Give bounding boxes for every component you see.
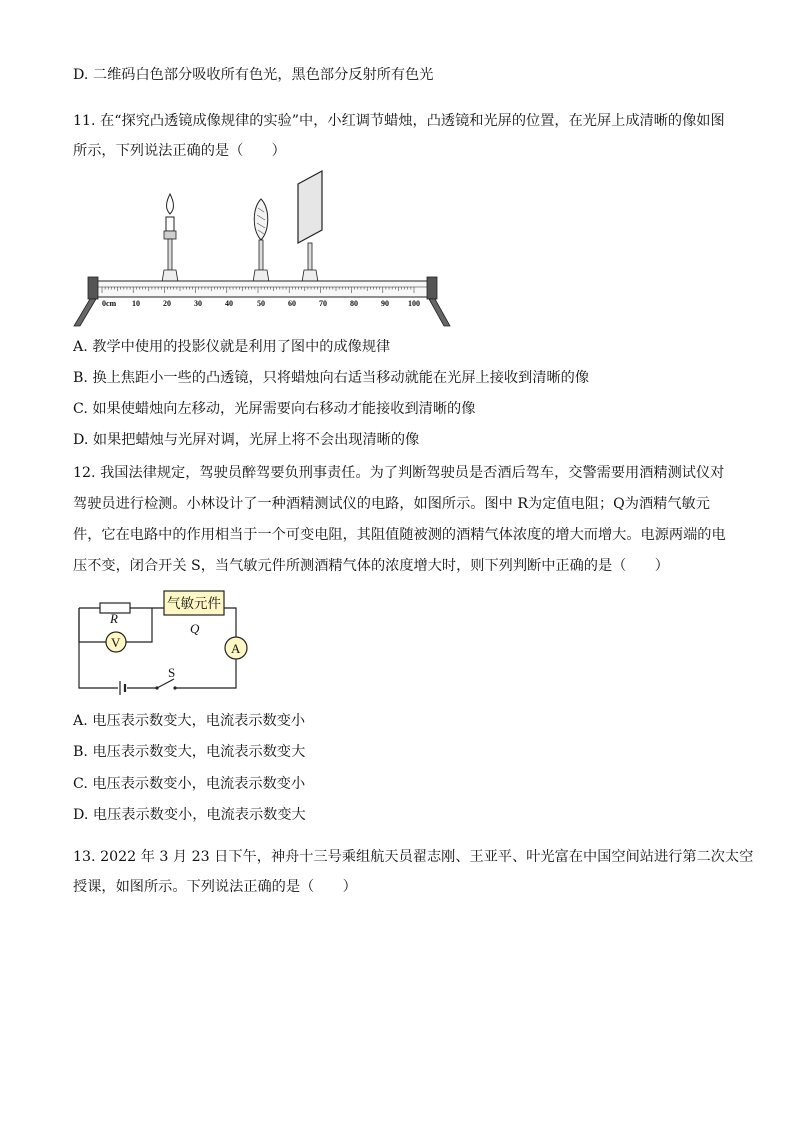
- q12-option-a: A. 电压表示数变大，电流表示数变小: [73, 713, 306, 729]
- sensor-text: 气敏元件: [167, 596, 221, 612]
- left-end-block: [88, 277, 98, 299]
- right-end-block: [427, 277, 437, 299]
- ammeter-label: A: [231, 641, 241, 656]
- convex-lens: [254, 199, 268, 240]
- q11-option-c: C. 如果使蜡烛向左移动，光屏需要向右移动才能接收到清晰的像: [73, 401, 476, 417]
- resistor-label: R: [110, 611, 118, 626]
- q11-option-d: D. 如果把蜡烛与光屏对调，光屏上将不会出现清晰的像: [73, 432, 420, 448]
- ruler-label: 100: [408, 299, 420, 308]
- q13-stem-line-2: 授课，如图所示。下列说法正确的是（ ）: [73, 879, 357, 895]
- ruler-label: 20: [163, 299, 171, 308]
- q12-option-b: B. 电压表示数变大，电流表示数变大: [73, 744, 306, 760]
- lens-holder: [253, 270, 269, 282]
- q10-option-d: D. 二维码白色部分吸收所有色光，黑色部分反射所有色光: [73, 67, 434, 83]
- right-leg: [429, 299, 450, 326]
- q12-stem-line-3: 件，它在电路中的作用相当于一个可变电阻，其阻值随被测的酒精气体浓度的增大而增大。电源两端的电: [73, 527, 726, 543]
- ruler-label: 40: [225, 299, 233, 308]
- ruler-label: 60: [288, 299, 296, 308]
- q12-option-d: D. 电压表示数变小，电流表示数变大: [73, 807, 306, 823]
- q11-option-b: B. 换上焦距小一些的凸透镜，只将蜡烛向右适当移动就能在光屏上接收到清晰的像: [73, 370, 590, 386]
- ruler-label: 90: [381, 299, 389, 308]
- voltmeter-label: V: [111, 635, 121, 650]
- screen-holder: [302, 270, 318, 282]
- ruler-labels: [102, 299, 420, 308]
- ruler-label: 50: [257, 299, 265, 308]
- candle-flame: [167, 194, 174, 214]
- light-screen: [298, 171, 322, 243]
- left-leg: [74, 299, 96, 326]
- q11-option-a: A. 教学中使用的投影仪就是利用了图中的成像规律: [73, 339, 391, 355]
- circuit-diagram: [72, 588, 262, 696]
- circuit-wire: [79, 608, 236, 688]
- ruler-label: 30: [194, 299, 202, 308]
- ruler-label: 10: [132, 299, 140, 308]
- switch-contact: [173, 686, 176, 689]
- candle-post: [168, 239, 172, 270]
- screen-post: [308, 243, 312, 270]
- switch-label: S: [168, 665, 176, 680]
- ruler-label: 80: [350, 299, 358, 308]
- q12-stem-line-2: 驾驶员进行检测。小林设计了一种酒精测试仪的电路，如图所示。图中 R为定值电阻；Q为酒精气敏元: [73, 496, 710, 512]
- ruler-label: 70: [319, 299, 327, 308]
- q11-stem-line-2: 所示，下列说法正确的是（ ）: [73, 143, 286, 159]
- ruler-label: 0cm: [102, 299, 117, 308]
- candle-holder: [162, 270, 178, 282]
- sensor-label: Q: [190, 621, 200, 636]
- q13-stem-line-1: 13. 2022 年 3 月 23 日下午，神舟十三号乘组航天员翟志刚、王亚平、叶光富在中国空间站进行第二次太空: [73, 849, 754, 865]
- lens-post: [259, 240, 263, 270]
- q11-stem-line-1: 11. 在“探究凸透镜成像规律的实验”中，小红调节蜡烛，凸透镜和光屏的位置，在光屏上成清晰的像如图: [73, 113, 725, 129]
- candle-body: [166, 217, 174, 231]
- q12-stem-line-1: 12. 我国法律规定，驾驶员醉驾要负刑事责任。为了判断驾驶员是否酒后驾车，交警需要用酒精测试仪对: [73, 465, 725, 481]
- q12-option-c: C. 电压表示数变小，电流表示数变小: [73, 776, 306, 792]
- optical-rail: [97, 281, 429, 297]
- q12-stem-line-4: 压不变，闭合开关 S，当气敏元件所测酒精气体的浓度增大时，则下列判断中正确的是（ ）: [73, 558, 669, 574]
- optical-bench-figure: [72, 168, 452, 328]
